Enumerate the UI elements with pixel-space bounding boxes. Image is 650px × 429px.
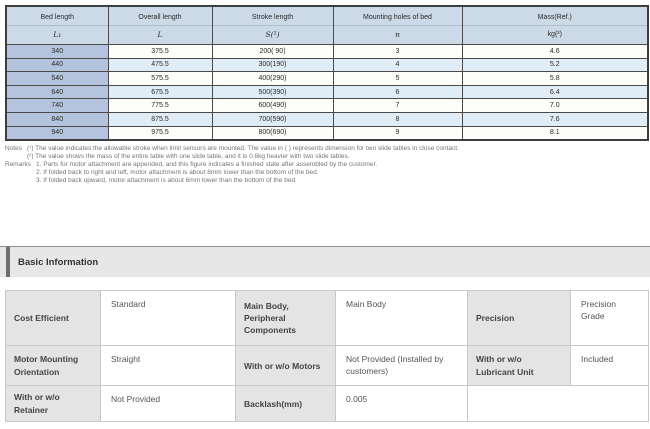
info-value: Included [571,346,649,386]
info-value: Not Provided (Installed by customers) [336,346,468,386]
basic-info-table [5,290,649,422]
info-label: Cost Efficient [6,291,101,346]
table-row [6,99,648,113]
info-value: 0.005 [336,386,468,422]
column-symbol: L₁ [53,30,62,39]
info-label: Backlash(mm) [236,386,336,422]
spec-table [5,5,649,141]
mass-cell: 5.2 [462,58,648,72]
stroke-length-cell: 200( 90) [212,45,333,59]
remarks-label: Remarks [5,161,32,169]
info-label: Precision [468,291,571,346]
note-text: (²) The value shows the mass of the entire table with one slide table, and it is 0.6kg heavier with two slide tables. [27,153,350,161]
overall-length-cell: 975.5 [108,126,212,140]
remarks-label [3,169,36,177]
bed-length-cell: 440 [6,58,108,72]
stroke-length-cell: 800(690) [212,126,333,140]
mounting-holes-cell: 3 [333,45,462,59]
section-title: Basic Information [18,256,99,268]
column-header-mass [462,6,648,45]
table-row [6,126,648,140]
column-header-bed-length [6,6,108,45]
remark-line [3,169,650,177]
spec-header-row [6,6,648,45]
column-title: Stroke length [213,7,333,26]
info-label: Main Body, Peripheral Components [236,291,336,346]
bed-length-cell: 940 [6,126,108,140]
table-row [6,72,648,86]
mounting-holes-cell: 7 [333,99,462,113]
column-title: Mounting holes of bed [334,7,462,26]
notes-label: Notes [5,145,22,153]
stroke-length-cell: 400(290) [212,72,333,86]
mounting-holes-cell: 6 [333,85,462,99]
mass-cell: 4.6 [462,45,648,59]
info-label: With or w/o Lubricant Unit [468,346,571,386]
overall-length-cell: 475.5 [108,58,212,72]
basic-info-section-header [0,246,650,277]
overall-length-cell: 775.5 [108,99,212,113]
note-line [3,153,650,161]
column-header-mounting-holes [333,6,462,45]
mounting-holes-cell: 4 [333,58,462,72]
info-label: Motor Mounting Orientation [6,346,101,386]
info-value-empty [468,386,649,422]
info-label: With or w/o Retainer [6,386,101,422]
column-header-overall-length [108,6,212,45]
remark-text: 1. Parts for motor attachment are appended, and this figure indicates a finished state after assembled by the customer. [36,161,378,169]
column-symbol: S(¹) [265,30,280,39]
overall-length-cell: 575.5 [108,72,212,86]
info-value: Precision Grade [571,291,649,346]
table-row [6,112,648,126]
bed-length-cell: 840 [6,112,108,126]
info-value: Straight [101,346,236,386]
table-row [6,85,648,99]
table-row [6,386,649,422]
bed-length-cell: 640 [6,85,108,99]
table-row [6,45,648,59]
bed-length-cell: 740 [6,99,108,113]
notes-block [3,145,650,185]
column-symbol: L [157,30,163,39]
remark-line [3,161,650,169]
bed-length-cell: 340 [6,45,108,59]
stroke-length-cell: 500(390) [212,85,333,99]
info-value: Not Provided [101,386,236,422]
mounting-holes-cell: 9 [333,126,462,140]
info-value: Main Body [336,291,468,346]
remark-text: 3. If folded back upward, motor attachment is about 6mm lower than the bottom of the bed. [36,177,297,185]
remarks-label [3,177,36,185]
remark-text: 2. If folded back to right and left, motor attachment is about 8mm lower than the bottom of the bed. [36,169,319,177]
table-row [6,291,649,346]
info-value: Standard [101,291,236,346]
mass-cell: 7.6 [462,112,648,126]
section-accent-bar [6,247,10,277]
bed-length-cell: 540 [6,72,108,86]
mounting-holes-cell: 8 [333,112,462,126]
mounting-holes-cell: 5 [333,72,462,86]
column-header-stroke-length [212,6,333,45]
table-row [6,58,648,72]
stroke-length-cell: 700(590) [212,112,333,126]
column-title: Bed length [7,7,108,26]
mass-cell: 8.1 [462,126,648,140]
column-symbol: n [395,30,400,39]
column-title: Overall length [109,7,212,26]
table-row [6,346,649,386]
column-symbol: kg(²) [547,31,562,38]
mass-cell: 5.8 [462,72,648,86]
stroke-length-cell: 300(190) [212,58,333,72]
remark-line [3,177,650,185]
note-text: (¹) The value indicates the allowable stroke when limit sensors are mounted. The value in ( ) represents dimension for two slide tables in close contact. [27,145,459,153]
mass-cell: 7.0 [462,99,648,113]
mass-cell: 6.4 [462,85,648,99]
overall-length-cell: 675.5 [108,85,212,99]
column-title: Mass(Ref.) [463,7,648,26]
overall-length-cell: 875.5 [108,112,212,126]
note-line [3,145,650,153]
overall-length-cell: 375.5 [108,45,212,59]
stroke-length-cell: 600(490) [212,99,333,113]
info-label: With or w/o Motors [236,346,336,386]
notes-label [3,153,27,161]
